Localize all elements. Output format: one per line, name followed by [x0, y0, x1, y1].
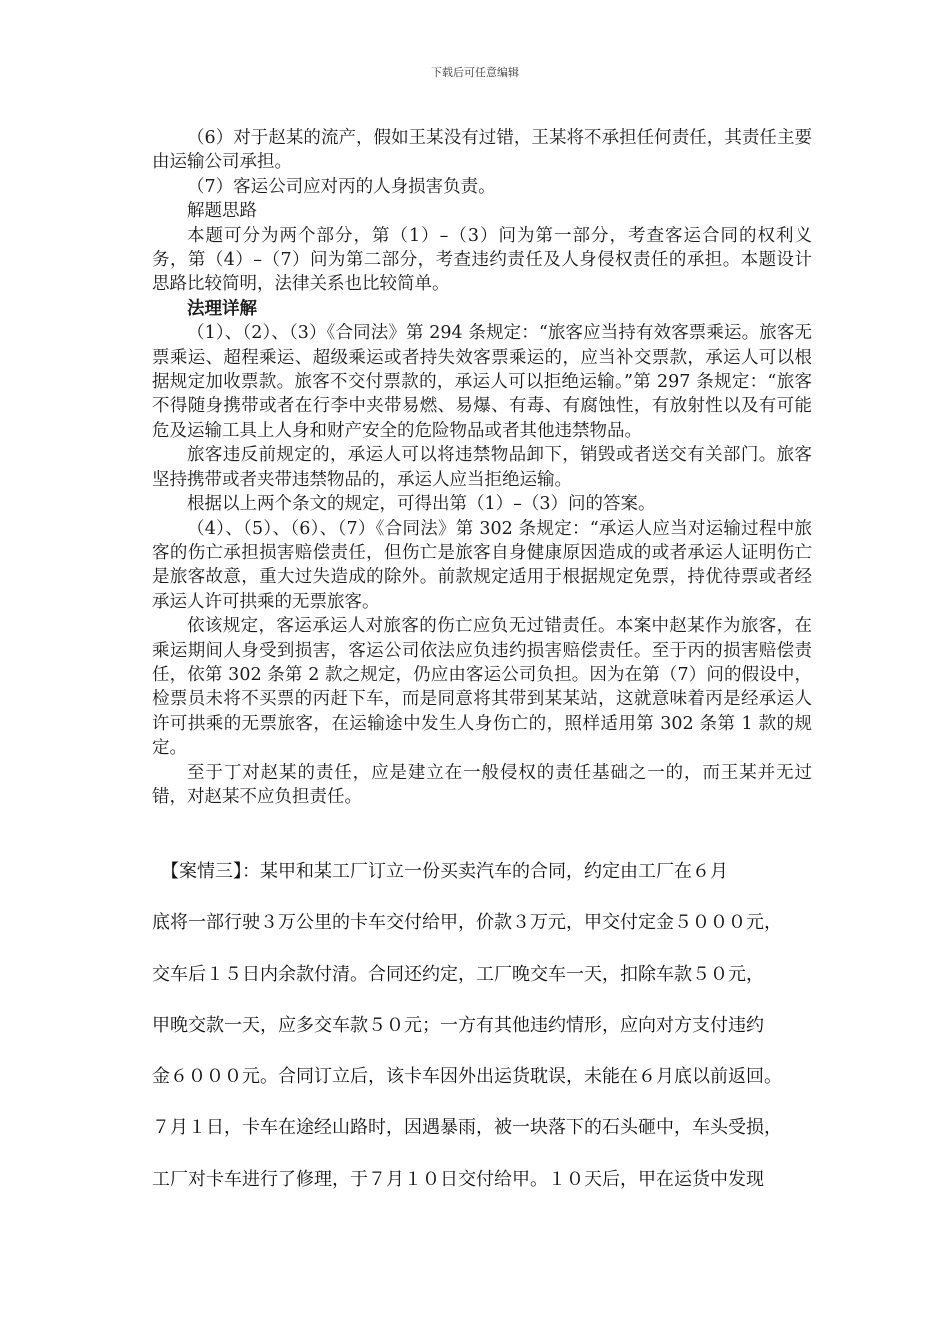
page-header: 下载后可任意编辑: [431, 66, 519, 79]
case-line: 金６０００元。合同订立后，该卡车因外出运货耽误，未能在６月底以前返回。: [152, 1066, 782, 1088]
paragraph-no-fault: 依该规定，客运承运人对旅客的伤亡应负无过错责任。本案中赵某作为旅客，在乘运期间人身受到损害，客运公司依法应负违约损害赔偿责任。至于丙的损害赔偿责任，依第 302 条第 2 款之规定，仍应由客运公司负担。因为在第（7）问的假设中，检票员未将不买票的丙赶下车，而是同意将其带到某某站，这就意味着丙是经承运人许可拱乘的无票旅客，在运输途中发生人身伤亡的，照样适用第 302 条第 1 款的规定。: [152, 616, 812, 759]
heading-legal-analysis: 法理详解: [187, 298, 257, 319]
case-line: 【案情三】：某甲和某工厂订立一份买卖汽车的合同，约定由工厂在６月: [152, 861, 728, 882]
body-section-1: [152, 126, 812, 809]
case-line: 工厂对卡车进行了修理，于７月１０日交付给甲。１０天后，甲在运货中发现: [152, 1168, 764, 1190]
case-line: ７月１日，卡车在途经山路时，因遇暴雨，被一块落下的石头砸中，车头受损，: [152, 1117, 782, 1139]
case-line: 底将一部行驶３万公里的卡车交付给甲，价款３万元，甲交付定金５０００元，: [152, 912, 782, 934]
paragraph-6: （6）对于赵某的流产，假如王某没有过错，王某将不承担任何责任，其责任主要由运输公司承担。: [152, 128, 812, 173]
paragraph-article-294: （1）、（2）、（3）《合同法》第 294 条规定：“旅客应当持有效客票乘运。旅客无票乘运、超程乘运、超级乘运或者持失效客票乘运的，应当补交票款，承运人可以根据规定加收票款。旅客不交付票款的，承运人可以拒绝运输。”第 297 条规定：“旅客不得随身携带或者在行李中夹带易燃、易爆、有毒、有腐蚀性，有放射性以及有可能危及运输工具上人身和财产安全的危险物品或者其他违禁物品。: [152, 323, 812, 441]
paragraph-article-302: （4）、（5）、（6）、（7）《合同法》第 302 条规定：“承运人应当对运输过程中旅客的伤亡承担损害赔偿责任，但伤亡是旅客自身健康原因造成的或者承运人证明伤亡是旅客故意，重大过失造成的除外。前款规定适用于根据规定免票，持优待票或者经承运人许可拱乘的无票旅客。: [152, 518, 812, 612]
paragraph-7: （7）客运公司应对丙的人身损害负责。: [187, 176, 496, 197]
paragraph-ding-liability: 至于丁对赵某的责任，应是建立在一般侵权的责任基础之一的，而王某并无过错，对赵某不应负担责任。: [152, 762, 812, 807]
case-three-section: [152, 854, 816, 1213]
paragraph-prohibited-items: 旅客违反前规定的，承运人可以将违禁物品卸下，销毁或者送交有关部门。旅客坚持携带或者夹带违禁物品的，承运人应当拒绝运输。: [152, 445, 812, 490]
paragraph-conclusion-1-3: 根据以上两个条文的规定，可得出第（1）–（3）问的答案。: [187, 494, 656, 515]
case-line: 交车后１５日内余款付清。合同还约定，工厂晚交车一天，扣除车款５０元，: [152, 963, 764, 985]
paragraph-thinking: 本题可分为两个部分，第（1）–（3）问为第一部分，考查客运合同的权利义务，第（4）–（7）问为第二部分，考查违约责任及人身侵权责任的承担。本题设计思路比较简明，法律关系也比较简单。: [152, 225, 812, 295]
subheading-thinking: 解题思路: [187, 201, 257, 222]
case-line: 甲晚交款一天，应多交车款５０元；一方有其他违约情形，应向对方支付违约: [152, 1014, 764, 1036]
